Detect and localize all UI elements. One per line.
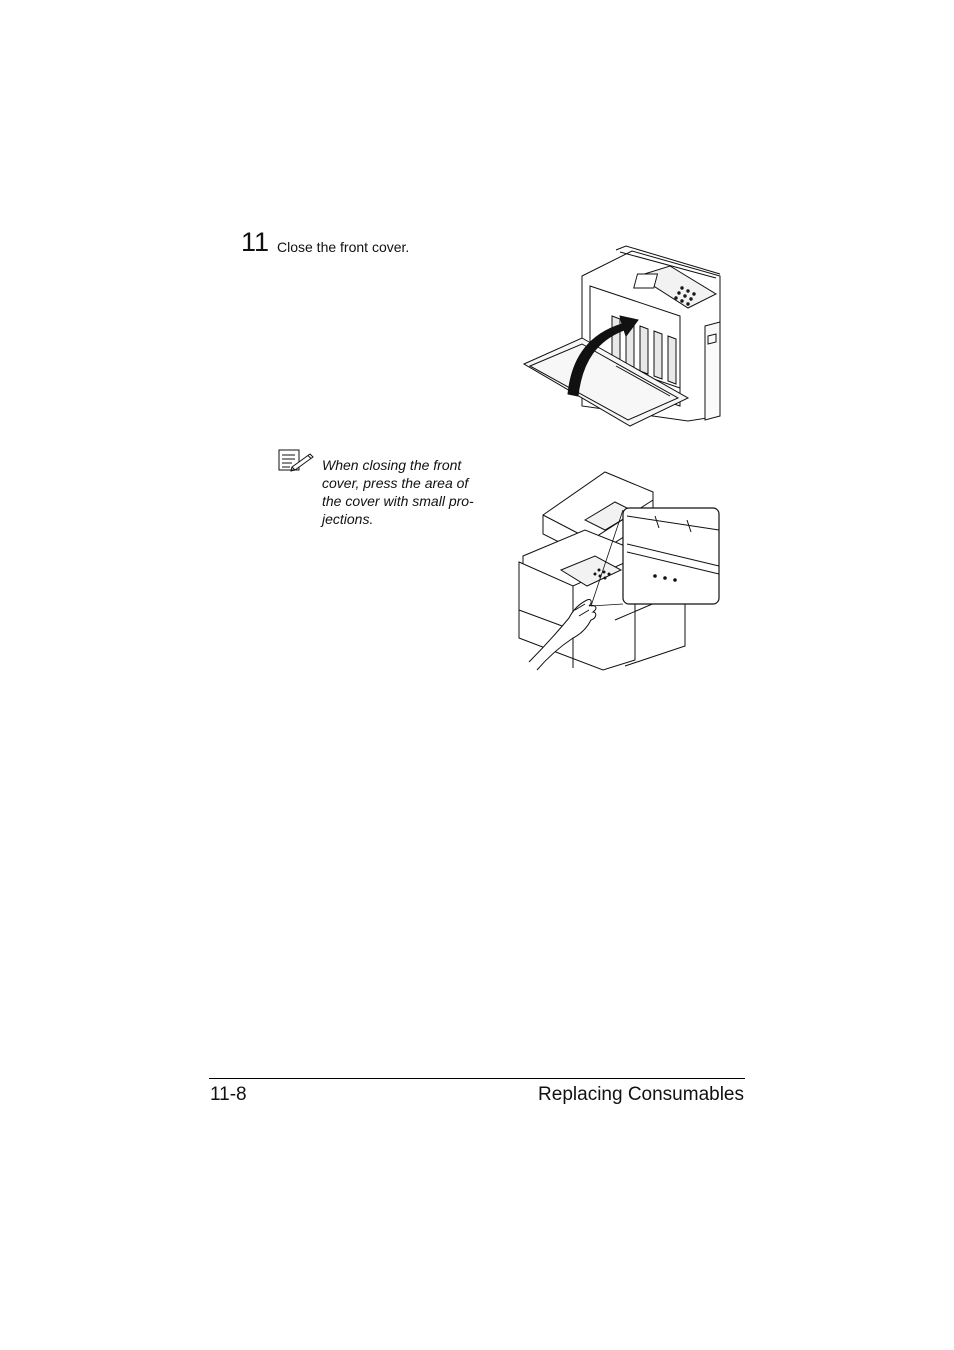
pressing-cover-figure [515, 470, 725, 675]
step-instruction: Close the front cover. [277, 239, 410, 255]
footer-rule [209, 1078, 745, 1079]
note-line: the cover with small pro- [322, 493, 474, 509]
note-pad-pencil-icon [278, 449, 314, 473]
note-line: When closing the front [322, 457, 462, 473]
note-line: jections. [322, 511, 374, 527]
step-number: 11 [241, 227, 270, 257]
note-text [322, 456, 487, 528]
printer-closing-cover-figure [520, 246, 722, 430]
footer-chapter-title: Replacing Consumables [538, 1084, 744, 1105]
note-line: cover, press the area of [322, 475, 469, 491]
footer-page-number: 11-8 [210, 1084, 247, 1105]
